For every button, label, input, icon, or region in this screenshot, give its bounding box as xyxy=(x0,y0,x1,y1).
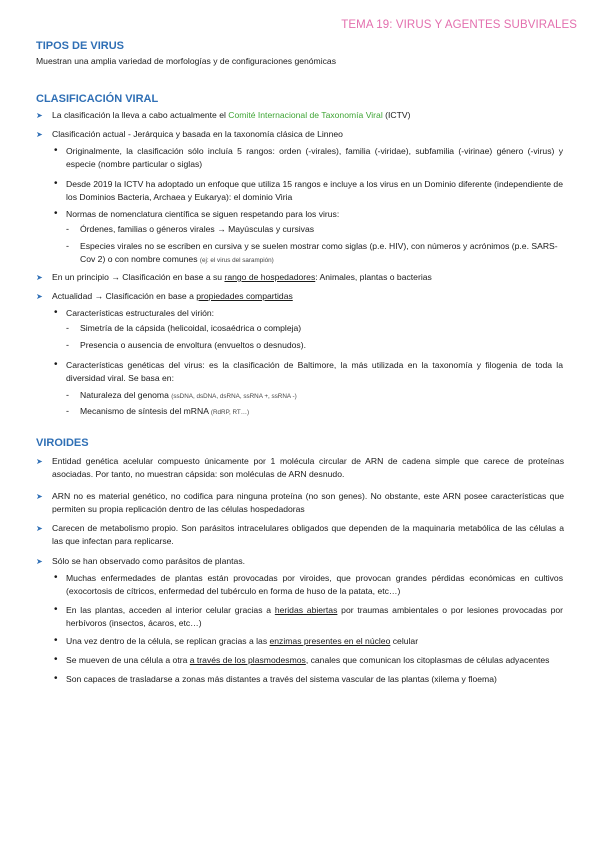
paragraph: Muchas enfermedades de plantas están provocadas por viroides, que provocan grandes pérdidas económicas en cultivos (exocortosis de cítricos, enfermedad del tubérculo en forma de huso de la patata, etc…) xyxy=(66,573,563,596)
ictv-name: Comité Internacional de Taxonomía Viral xyxy=(228,110,383,120)
section-title-tipos: TIPOS DE VIRUS xyxy=(36,40,125,52)
dot-bullet-icon: • xyxy=(54,145,58,156)
paragraph: Clasificación actual - Jerárquica y basada en la taxonomía clásica de Linneo xyxy=(52,129,343,139)
paragraph: Entidad genética acelular compuesto únicamente por 1 molécula circular de ARN de cadena simple que carece de proteínas asociadas. Por tanto, no muestran cápsida: son moléculas de ARN desnudo. xyxy=(52,456,564,479)
arrow-bullet-icon: ➤ xyxy=(36,524,43,533)
dash-bullet: - xyxy=(66,224,69,234)
paragraph: ARN no es material genético, no codifica para ninguna proteína (no son genes). No obstante, este ARN posee características que permiten su propia replicación dentro de las células hospedadoras xyxy=(52,491,564,514)
arrow-bullet-icon: ➤ xyxy=(36,492,43,501)
paragraph: Desde 2019 la ICTV ha adoptado un enfoque que utiliza 15 rangos e incluye a los virus en un Dominio diferente (independiente de los Dominios Bacteria, Archaea y Eukarya): el dominio Viria xyxy=(66,179,563,202)
dash-bullet: - xyxy=(66,241,69,251)
section-title-viroides: VIROIDES xyxy=(36,437,89,449)
arrow-bullet-icon: ➤ xyxy=(36,273,43,282)
paragraph: Normas de nomenclatura científica se siguen respetando para los virus: xyxy=(66,209,340,219)
section-title-clasificacion: CLASIFICACIÓN VIRAL xyxy=(36,93,159,105)
paragraph: La clasificación la lleva a cabo actualmente el Comité Internacional de Taxonomía Viral (ICTV) xyxy=(52,110,411,120)
paragraph: Especies virales no se escriben en cursiva y se suelen mostrar como siglas (p.e. HIV), con números y acrónimos (p.e. SARS-Cov 2) o con nombre comunes (ej: el virus del sarampión) xyxy=(80,241,558,264)
paragraph: Una vez dentro de la célula, se replican gracias a las enzimas presentes en el núcleo celular xyxy=(66,636,419,646)
paragraph: Características estructurales del virión: xyxy=(66,308,215,318)
dot-bullet-icon: • xyxy=(54,654,58,665)
arrow-bullet-icon: ➤ xyxy=(36,457,43,466)
arrow-bullet-icon: ➤ xyxy=(36,557,43,566)
paragraph: Carecen de metabolismo propio. Son parásitos intracelulares obligados que dependen de la maquinaria metabólica de las células a las que infectan para replicarse. xyxy=(52,523,564,546)
dot-bullet-icon: • xyxy=(54,178,58,189)
paragraph: Simetría de la cápsida (helicoidal, icosaédrica o compleja) xyxy=(80,323,302,333)
paragraph: Sólo se han observado como parásitos de plantas. xyxy=(52,556,246,566)
paragraph: En un principio → Clasificación en base a su rango de hospedadores: Animales, plantas o bacterias xyxy=(52,272,432,282)
arrow-bullet-icon: ➤ xyxy=(36,292,43,301)
paragraph: Naturaleza del genoma (ssDNA, dsDNA, dsRNA, ssRNA +, ssRNA -) xyxy=(80,390,297,400)
paragraph: Actualidad → Clasificación en base a propiedades compartidas xyxy=(52,291,293,301)
dot-bullet-icon: • xyxy=(54,208,58,219)
paragraph: Características genéticas del virus: es la clasificación de Baltimore, la más utilizada en la taxonomía y filogenia de toda la diversidad viral. Se basa en: xyxy=(66,360,563,383)
dot-bullet-icon: • xyxy=(54,572,58,583)
arrow-bullet-icon: ➤ xyxy=(36,111,43,120)
dot-bullet-icon: • xyxy=(54,604,58,615)
dash-bullet: - xyxy=(66,340,69,350)
paragraph: Mecanismo de síntesis del mRNA (RdRP, RT…) xyxy=(80,406,250,416)
paragraph: Presencia o ausencia de envoltura (envueltos o desnudos). xyxy=(80,340,306,350)
dot-bullet-icon: • xyxy=(54,359,58,370)
dash-bullet: - xyxy=(66,406,69,416)
paragraph: Se mueven de una célula a otra a través de los plasmodesmos, canales que comunican los citoplasmas de células adyacentes xyxy=(66,655,550,665)
page-header: TEMA 19: VIRUS Y AGENTES SUBVIRALES xyxy=(341,19,577,31)
dot-bullet-icon: • xyxy=(54,635,58,646)
paragraph: En las plantas, acceden al interior celular gracias a heridas abiertas por traumas ambientales o por lesiones provocadas por herbívoros (insectos, ácaros, etc…) xyxy=(66,605,563,628)
paragraph: Órdenes, familias o géneros virales → Mayúsculas y cursivas xyxy=(80,224,315,234)
dash-bullet: - xyxy=(66,323,69,333)
dash-bullet: - xyxy=(66,390,69,400)
paragraph: Son capaces de trasladarse a zonas más distantes a través del sistema vascular de las plantas (xilema y floema) xyxy=(66,674,497,684)
dot-bullet-icon: • xyxy=(54,307,58,318)
section-text-tipos: Muestran una amplia variedad de morfologías y de configuraciones genómicas xyxy=(36,56,336,66)
paragraph: Originalmente, la clasificación sólo incluía 5 rangos: orden (-virales), familia (-viridae), subfamilia (-virinae) género (-virus) y especie (nombre particular o siglas) xyxy=(66,146,563,169)
dot-bullet-icon: • xyxy=(54,673,58,684)
arrow-bullet-icon: ➤ xyxy=(36,130,43,139)
